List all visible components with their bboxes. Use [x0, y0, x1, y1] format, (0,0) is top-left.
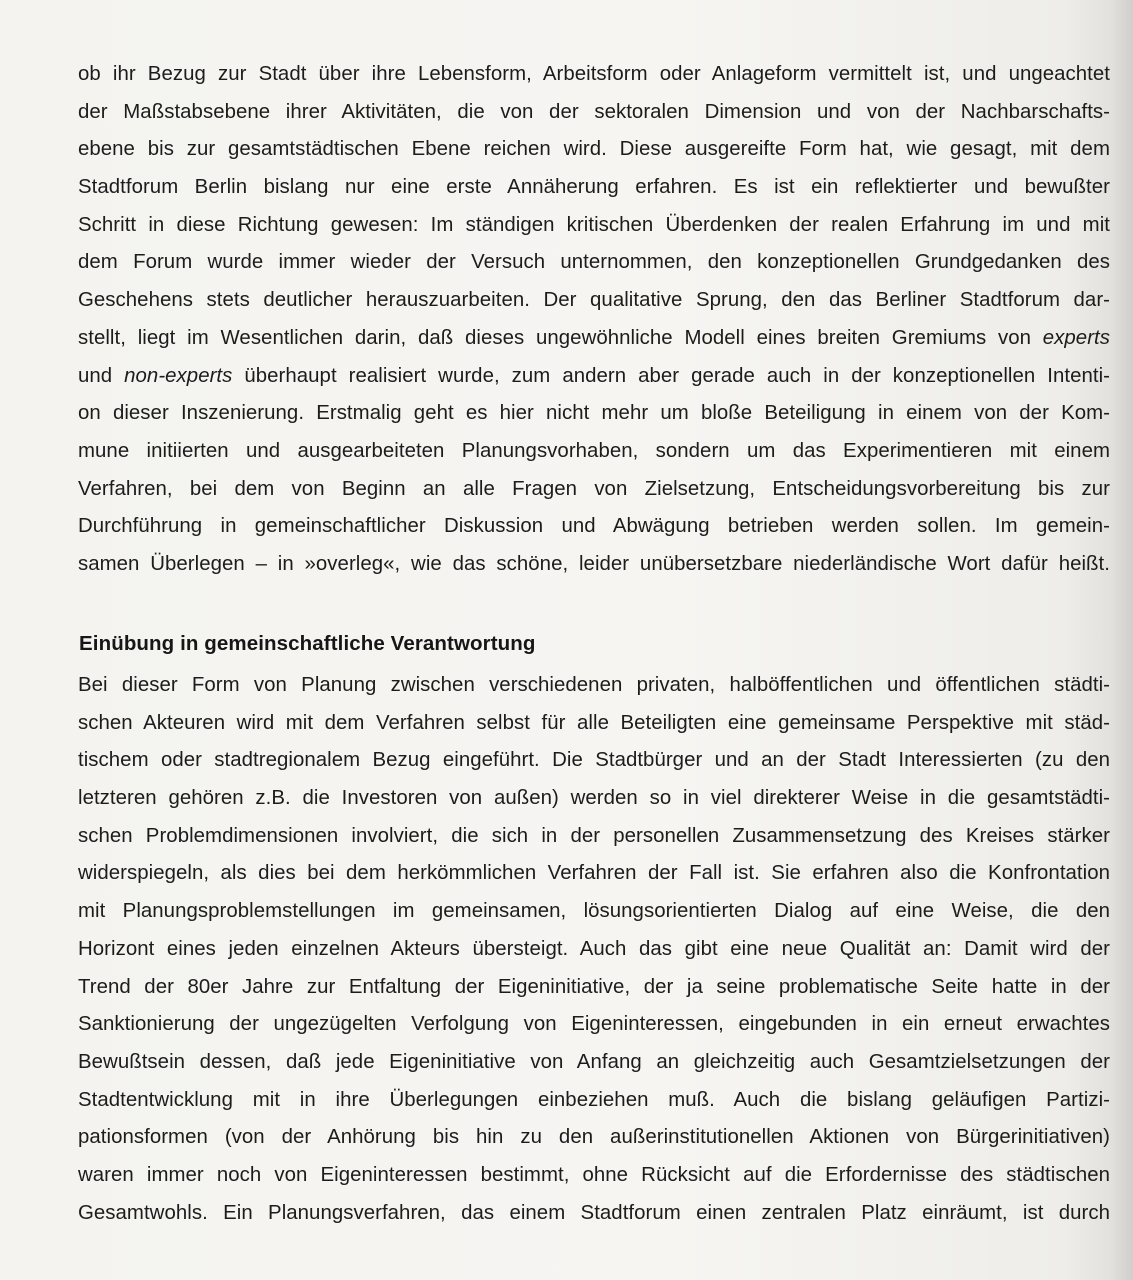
text-line: Bewußtsein dessen, daß jede Eigeninitiative von Anfang an gleichzeitig auch Gesamtzielsetzungen der	[78, 1050, 1110, 1073]
text-line: Durchführung in gemeinschaftlicher Diskussion und Abwägung betrieben werden sollen. Im gemein-	[78, 515, 1110, 538]
text-line: Geschehens stets deutlicher herauszuarbeiten. Der qualitative Sprung, den das Berliner Stadtforum dar-	[78, 289, 1110, 312]
text-line: Sanktionierung der ungezügelten Verfolgung von Eigeninteressen, eingebunden in ein erneut erwachtes	[78, 1013, 1110, 1036]
text-line: Schritt in diese Richtung gewesen: Im ständigen kritischen Überdenken der realen Erfahrung im und mit	[78, 213, 1110, 236]
italic-term: non-experts	[124, 364, 233, 387]
text-line: ob ihr Bezug zur Stadt über ihre Lebensform, Arbeitsform oder Anlageform vermittelt ist, und ungeachtet	[78, 63, 1110, 85]
italic-term: experts	[1042, 326, 1110, 349]
text-line: schen Problemdimensionen involviert, die sich in der personellen Zusammensetzung des Kreises stärker	[78, 824, 1110, 847]
text-line: dem Forum wurde immer wieder der Versuch unternommen, den konzeptionellen Grundgedanken des	[78, 251, 1110, 274]
text-line: Trend der 80er Jahre zur Entfaltung der Eigeninitiative, der ja seine problematische Seite hatte in der	[78, 975, 1110, 998]
text-line: tischem oder stadtregionalem Bezug eingeführt. Die Stadtbürger und an der Stadt Interessierten (zu den	[78, 749, 1110, 772]
text-line: letzteren gehören z.B. die Investoren von außen) werden so in viel direkterer Weise in die gesamtstädti-	[78, 787, 1110, 810]
paragraph-section	[78, 667, 1110, 1232]
text-line: Stadtentwicklung mit in ihre Überlegungen einbeziehen muß. Auch die bislang geläufigen Partizi-	[78, 1088, 1110, 1111]
text-line: der Maßstabsebene ihrer Aktivitäten, die von der sektoralen Dimension und von der Nachbarschafts-	[78, 100, 1110, 123]
text-line	[78, 320, 1110, 358]
text-line: schen Akteuren wird mit dem Verfahren selbst für alle Beteiligten eine gemeinsame Perspektive mit städ-	[78, 711, 1110, 734]
text-segment: stellt, liegt im Wesentlichen darin, daß dieses ungewöhnliche Modell eines breiten Gremiums von	[78, 326, 1043, 349]
text-line: waren immer noch von Eigeninteressen bestimmt, ohne Rücksicht auf die Erfordernisse des städtischen	[78, 1163, 1110, 1186]
text-line: Horizont eines jeden einzelnen Akteurs übersteigt. Auch das gibt eine neue Qualität an: Damit wird der	[78, 937, 1110, 960]
text-line: Verfahren, bei dem von Beginn an alle Fragen von Zielsetzung, Entscheidungsvorbereitung bis zur	[78, 477, 1110, 500]
paragraph-continued	[78, 56, 1110, 584]
text-segment: überhaupt realisiert wurde, zum andern aber gerade auch in der konzeptionellen Intenti-	[232, 364, 1110, 387]
text-line: Bei dieser Form von Planung zwischen verschiedenen privaten, halböffentlichen und öffentlichen städti-	[78, 674, 1110, 696]
text-segment: und	[78, 364, 125, 387]
text-line: mit Planungsproblemstellungen im gemeinsamen, lösungsorientierten Dialog auf eine Weise, die den	[78, 900, 1110, 923]
text-line: widerspiegeln, als dies bei dem herkömmlichen Verfahren der Fall ist. Sie erfahren also die Konfrontation	[78, 862, 1110, 885]
text-line: Stadtforum Berlin bislang nur eine erste Annäherung erfahren. Es ist ein reflektierter und bewußter	[78, 176, 1110, 199]
text-line	[78, 358, 1110, 396]
section-heading: Einübung in gemeinschaftliche Verantwortung	[79, 632, 536, 655]
text-line: mune initiierten und ausgearbeiteten Planungsvorhaben, sondern um das Experimentieren mit einem	[78, 439, 1110, 462]
text-line: Gesamtwohls. Ein Planungsverfahren, das einem Stadtforum einen zentralen Platz einräumt, ist durch	[78, 1201, 1110, 1224]
text-line: ebene bis zur gesamtstädtischen Ebene reichen wird. Diese ausgereifte Form hat, wie gesagt, mit dem	[78, 138, 1110, 161]
text-line: samen Überlegen – in »overleg«, wie das schöne, leider unübersetzbare niederländische Wort dafür heißt.	[78, 552, 1110, 575]
text-line: pationsformen (von der Anhörung bis hin zu den außerinstitutionellen Aktionen von Bürgerinitiativen)	[78, 1126, 1110, 1149]
text-line: on dieser Inszenierung. Erstmalig geht es hier nicht mehr um bloße Beteiligung in einem von der Kom-	[78, 402, 1110, 425]
page-edge-shadow	[1111, 0, 1133, 1280]
